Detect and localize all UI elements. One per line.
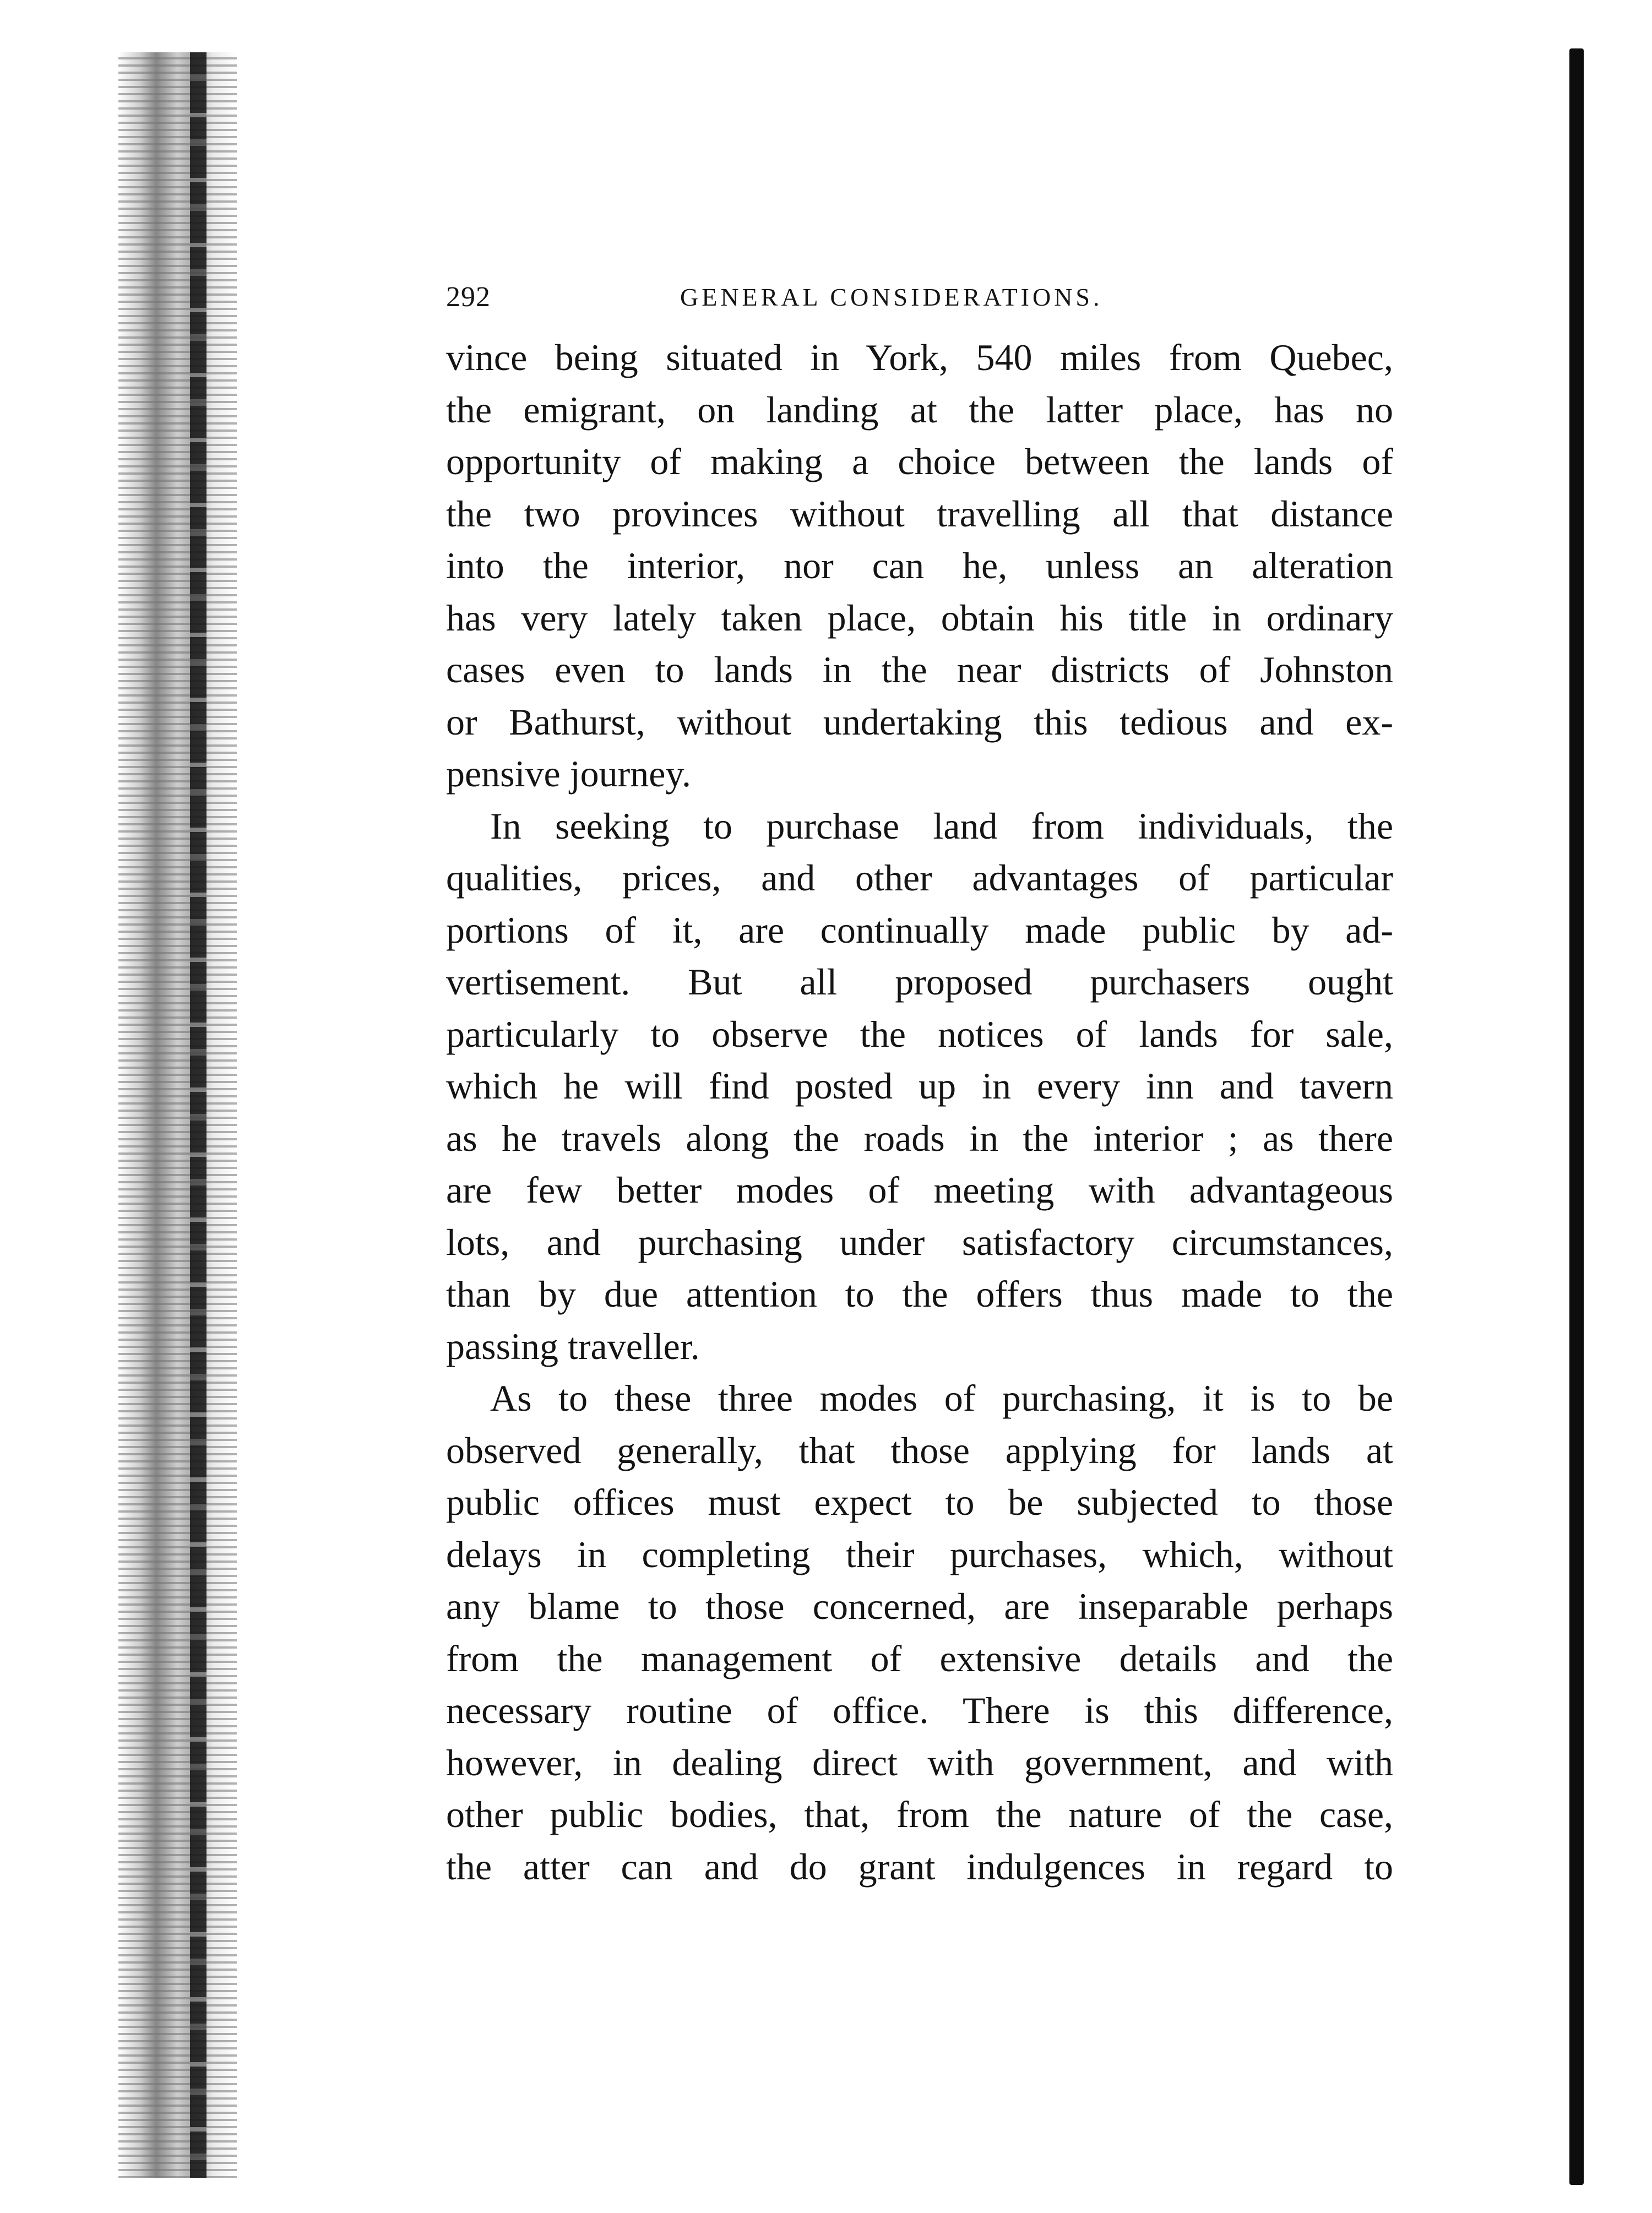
body-text xyxy=(446,331,1393,1893)
text-line: In seeking to purchase land from individuals, the xyxy=(490,804,1393,847)
text-line: or Bathurst, without undertaking this tedious and ex- xyxy=(446,700,1393,743)
text-line: particularly to observe the notices of lands for sale, xyxy=(446,1013,1393,1055)
running-head-title: GENERAL CONSIDERATIONS. xyxy=(680,283,1103,311)
text-line: public offices must expect to be subjected to those xyxy=(446,1481,1393,1523)
binding-edge xyxy=(190,52,206,2178)
text-line: are few better modes of meeting with advantageous xyxy=(446,1169,1393,1211)
text-line: which he will find posted up in every inn and tavern xyxy=(446,1065,1393,1107)
text-line: vertisement. But all proposed purchasers ought xyxy=(446,961,1393,1003)
running-head xyxy=(446,275,1393,319)
text-line: opportunity of making a choice between the lands of xyxy=(446,441,1393,482)
text-line: lots, and purchasing under satisfactory circumstances, xyxy=(446,1221,1393,1263)
text-line: other public bodies, that, from the nature of the case, xyxy=(446,1793,1393,1835)
text-line: As to these three modes of purchasing, it is to be xyxy=(490,1377,1393,1419)
paragraph xyxy=(446,331,1393,800)
text-line: cases even to lands in the near districts of Johnston xyxy=(446,649,1393,690)
text-line: portions of it, are continually made public by ad- xyxy=(446,909,1393,951)
text-line: the emigrant, on landing at the latter place, has no xyxy=(446,388,1393,431)
text-line: pensive journey. xyxy=(446,753,692,795)
paragraph xyxy=(446,1372,1393,1893)
text-line: necessary routine of office. There is this difference, xyxy=(446,1689,1393,1731)
text-line: delays in completing their purchases, which, without xyxy=(446,1533,1393,1575)
book-page xyxy=(446,275,1393,1893)
page-edge-border xyxy=(1569,48,1584,2185)
text-line: the two provinces without travelling all that distance xyxy=(446,492,1393,535)
text-line: observed generally, that those applying for lands at xyxy=(446,1429,1393,1471)
page-number: 292 xyxy=(446,281,491,313)
text-line: the atter can and do grant indulgences in regard to xyxy=(446,1845,1393,1888)
text-line: any blame to those concerned, are inseparable perhaps xyxy=(446,1585,1393,1627)
text-line: passing traveller. xyxy=(446,1325,700,1367)
text-line: as he travels along the roads in the interior ; as there xyxy=(446,1117,1393,1159)
text-line: qualities, prices, and other advantages of particular xyxy=(446,857,1393,899)
text-line: vince being situated in York, 540 miles from Quebec, xyxy=(446,336,1393,378)
binding-shadow xyxy=(118,52,237,2178)
paragraph xyxy=(446,800,1393,1373)
text-line: into the interior, nor can he, unless an alteration xyxy=(446,545,1393,586)
text-line: from the management of extensive details and the xyxy=(446,1637,1393,1679)
text-line: than by due attention to the offers thus made to the xyxy=(446,1273,1393,1315)
text-line: however, in dealing direct with government, and with xyxy=(446,1741,1393,1784)
text-line: has very lately taken place, obtain his title in ordinary xyxy=(446,596,1393,639)
